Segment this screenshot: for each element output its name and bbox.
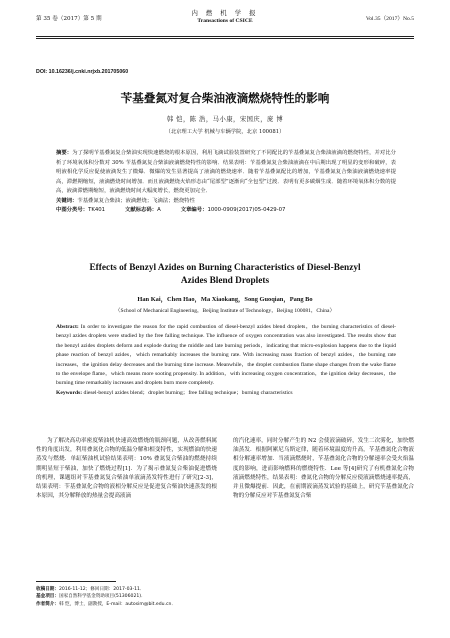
footnote-fund	[36, 593, 236, 600]
running-header	[36, 8, 414, 35]
keywords-zh	[56, 197, 396, 207]
received-text: 2016-11-12；修回日期：2017-03-11．	[58, 587, 145, 592]
abstract-zh-block	[56, 149, 396, 216]
header-journal-zh: 内 燃 机 学 报	[191, 9, 259, 17]
title-en	[0, 262, 450, 288]
doi: DOI: 10.16236/j.cnki.nrjxb.201705060	[36, 69, 129, 75]
doc-label: 文献标志码：	[125, 207, 158, 213]
keywords-zh-text: 苄基叠氮复合柴油；液滴燃烧；飞滴法；燃烧特性	[77, 197, 195, 204]
header-journal-en: Transactions of CSICE	[197, 18, 253, 24]
abstract-en-label: Abstract:	[56, 324, 79, 330]
body-paragraph-left: 为了解决高功率密度柴油机快速高效燃烧的瓶颈问题，从改善燃料属性的角度出发，利用叠氮化合物的低温分解和相变特性，实现燃油的快速蒸发与燃烧．单缸柴油机试验结果表明：10% 叠氮复合柴油的燃烧持续期明显短于柴油，加快了燃烧过程[1]．为了揭示叠氮复合柴油促进燃烧的机理，课题组对苄基叠氮复合柴油单液滴蒸发特性进行了研究[2-3]，结果表明：苄基叠氮化合物的液相分解反应是促进复合柴油快速蒸发的根本原因，其分解释放的热量会提高液滴	[36, 438, 217, 500]
body-column-left	[36, 437, 217, 501]
received-label: 收稿日期：	[36, 587, 59, 592]
header-volume-zh: 第 35 卷（2017）第 5 期	[36, 16, 102, 22]
classification-row	[56, 206, 396, 216]
title-en-line2: Azides Blend Droplets	[180, 276, 270, 286]
fund-label: 基金项目：	[36, 594, 59, 600]
abstract-en	[56, 323, 396, 389]
body-column-right	[233, 437, 414, 501]
class-value: TK401	[88, 207, 106, 213]
footnote-author	[36, 601, 236, 608]
title-en-line1: Effects of Benzyl Azides on Burning Characteristics of Diesel-Benzyl	[89, 263, 361, 273]
abstract-en-text: In order to investigate the reason for the rapid combustion of diesel-benzyl azides blend droplets，the burning characteristics of diesel-benzyl azides droplets were studied by the free falling technique. The influence of oxygen concentration was also investigated. The results show that the benzyl azides droplets deform and explode during the middle and late burning periods，indicating that micro-explosion happens due to the liquid phase reaction of benzyl azides，which remarkably increases the burning rate. With increasing mass fraction of benzyl azides，the burning rate increases，the ignition delay decreases and the burning time increase. Meanwhile，the droplet combustion flame shape changes from the wake flame to the envelope flame，which means more sooting propensity. In addition，with increasing oxygen concentration，the ignition delay decreases，the burning time remarkably increases and droplets burn more completely.	[56, 324, 396, 387]
keywords-zh-label: 关键词：	[56, 197, 78, 204]
article-value: 1000-0909(2017)05-0429-07	[207, 207, 286, 213]
author-label: 作者简介：	[36, 601, 59, 607]
class-label: 中图分类号：	[56, 207, 89, 213]
body-paragraph-right: 的汽化速率，同时分解产生的 N2 会使液滴破碎，发生二次雾化，加快燃油蒸发．根据阿累尼乌斯定律，随着环境温度的升高，苄基叠氮化合物液相分解速率增加．当液滴燃烧时，苄基叠氮化合物的分解速率会受火焰温度的影响，进而影响燃料的燃烧特性．Lee 等[4]研究了有机叠氮化合物液滴燃烧特性，结果表明：叠氮化合物的分解反应使液滴燃烧速率提高，并且微爆提前．因此，在前期液滴蒸发试验的基础上，研究苄基叠氮化合物的分解反应对苄基叠氮复合柴	[233, 438, 414, 500]
header-rule	[36, 36, 414, 37]
keywords-en-label: Keywords:	[56, 389, 83, 396]
abstract-zh-label: 摘要：	[56, 150, 73, 156]
abstract-en-block	[56, 323, 396, 398]
footnote-rule	[36, 581, 116, 582]
authors-en: Han Kai，Chen Hao，Ma Xiaokang，Song Guoqian，Pang Bo	[137, 296, 313, 303]
keywords-en-text: diesel-benzyl azides blend；droplet burning；free falling technique；burning characteristics	[83, 389, 293, 396]
affiliation-zh: （北京理工大学 机械与车辆学院，北京 100081）	[165, 129, 285, 135]
abstract-zh-text: 为了探明苄基叠氮复合柴油实现快速燃烧的根本原因，利用飞滴试验装置研究了不同配比的苄基叠氮复合柴油液滴的燃烧特性，并对比分析了环境氧体积分数对 30% 苄基叠氮复合柴油液滴燃烧特性的影响．结果表明：苄基叠氮复合柴油液滴在中后期出现了明显的变形和破碎，表明液相化学反应促使液滴发生了微爆．微爆的发生显著提高了液滴的燃烧速率．随着苄基叠氮配比的增加，苄基叠氮复合柴油液滴燃烧速率提高，滞燃期缩短，液滴燃烧时间增加．而且液滴燃烧火焰形态由“尾部型”逐渐向“全包型”过渡．表明有更多碳烟生成．随着环境氧体积分数的提高，液滴滞燃期缩短，液滴燃烧时间大幅度增长，燃烧更加完全．	[56, 150, 397, 194]
author-text: 韩 恺，博士，副教授，E-mail：autosim@bit.edu.cn．	[58, 601, 177, 607]
title-zh: 苄基叠氮对复合柴油液滴燃烧特性的影响	[120, 91, 330, 105]
affiliation-en: （School of Mechanical Engineering，Beijing Institute of Technology，Beijing 100081，China）	[115, 308, 335, 314]
footnotes	[36, 586, 236, 608]
doc-value: A	[157, 207, 161, 213]
authors-zh: 韩 恺，陈 浩，马小康，宋国庆，庞 博	[166, 116, 284, 123]
header-volume-en: Vol.35（2017）No.5	[365, 16, 414, 22]
keywords-en	[56, 389, 396, 398]
header-rule-thin	[36, 38, 414, 39]
fund-text: 国家自然科学基金资助项目(51306021)．	[58, 594, 146, 600]
header-journal-name	[36, 8, 414, 24]
abstract-zh	[56, 149, 396, 197]
footnote-received	[36, 586, 236, 593]
article-label: 文章编号：	[180, 207, 208, 213]
